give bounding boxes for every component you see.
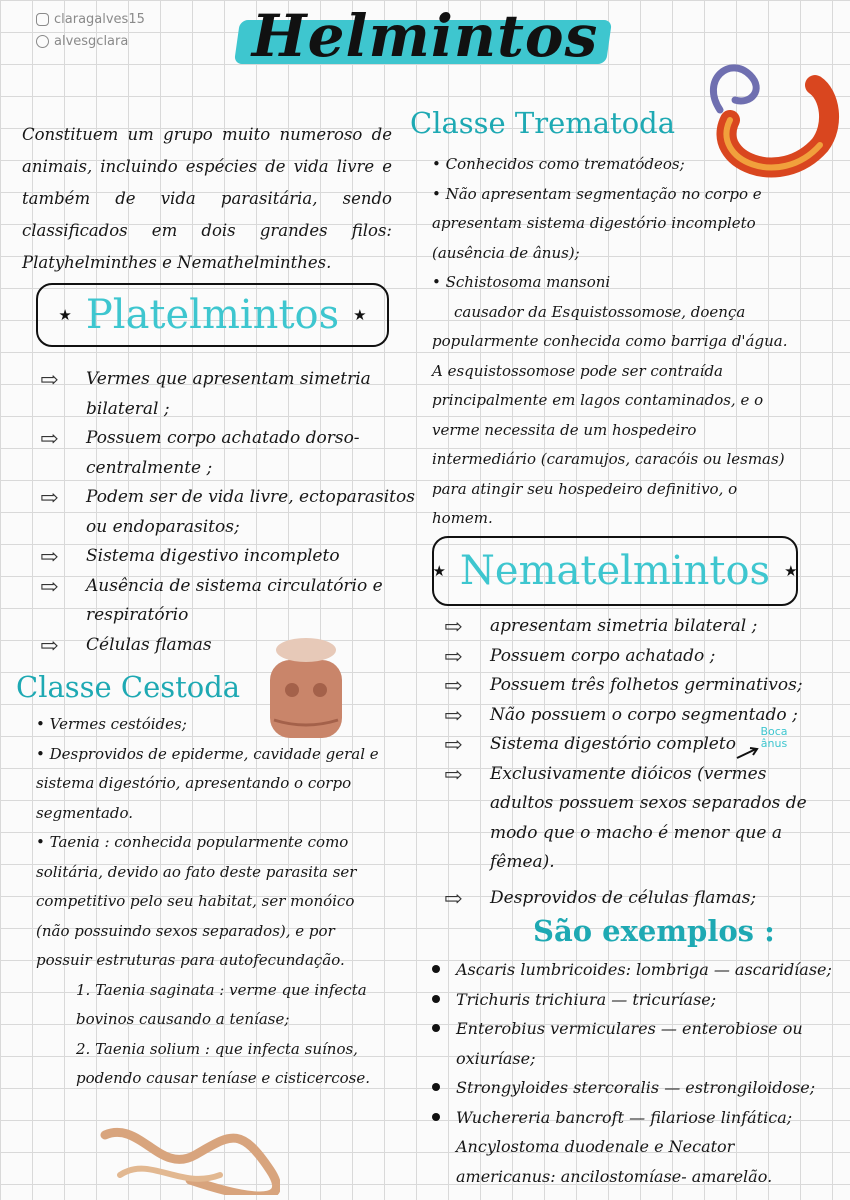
platelmintos-list: [40, 365, 420, 660]
arrow-right-icon: ⇨: [444, 733, 463, 758]
trematoda-item: • Schistosoma mansoni: [432, 273, 611, 291]
list-item: Trichuris trichiura — tricuríase;: [426, 985, 834, 1015]
arrow-right-icon: ⇨: [40, 633, 59, 659]
tapeworm-strand: [105, 1132, 277, 1195]
list-item: ⇨ Exclusivamente dióicos (vermes adultos possuem sexos separados de modo que o macho é menor que a fêmea).: [444, 762, 807, 872]
list-item: ⇨ Ausência de sistema circulatório e respiratório: [40, 574, 383, 625]
arrow-right-icon: ⇨: [40, 427, 59, 452]
arrow-right-icon: ⇨: [444, 644, 463, 670]
list-item: Strongyloides stercoralis — estrongiloidose;: [426, 1073, 834, 1103]
sucker: [285, 683, 299, 697]
arrow-right-icon: ⇨: [444, 703, 463, 729]
nematelmintos-list: [444, 612, 816, 913]
trematoda-item: • Conhecidos como trematódeos;: [432, 155, 685, 173]
tapeworm-strand: [120, 1169, 220, 1179]
list-item: ⇨ Não possuem o corpo segmentado ;: [444, 701, 816, 731]
arrow-right-icon: ⇨: [40, 545, 59, 570]
cestoda-item: • Vermes cestóides;: [36, 715, 187, 733]
arrow-right-icon: ⇨: [40, 574, 59, 600]
worm-body-purple: [713, 68, 756, 110]
list-item: Wuchereria bancroft — filariose linfática; Ancylostoma duodenale e Necator americanus: ancilostomíase- amarelão.: [426, 1103, 834, 1192]
exemplos-heading: São exemplos :: [533, 914, 775, 948]
list-item: ⇨ Sistema digestivo incompleto: [40, 542, 420, 572]
trematoda-paragraph: causador da Esquistossomose, doença popularmente conhecida como barriga d'água. A esquistossomose pode ser contraída principalmente em lagos contaminados, e o verme necessita de um hospedeiro intermediário (caramujos, caracóis ou lesmas) para atingir seu hospedeiro definitivo, o homem.: [432, 302, 788, 527]
star-icon: ★: [353, 306, 367, 324]
page-title: Helmintos: [251, 2, 599, 70]
cestoda-item: • Desprovidos de epiderme, cavidade geral e sistema digestório, apresentando o corpo segmentado.: [36, 744, 379, 822]
annotation-anus: ânus: [760, 737, 788, 750]
instagram-handle: claragalves15: [54, 12, 145, 27]
nematelmintos-title: Nematelmintos: [459, 548, 771, 594]
scolex-hooks: [276, 638, 336, 662]
list-item: ⇨ Podem ser de vida livre, ectoparasitos ou endoparasitos;: [40, 486, 415, 537]
cestoda-item: • Taenia : conhecida popularmente como solitária, devido ao fato deste parasita ser competitivo pelo seu habitat, ser monóico (não possuindo sexos separados), e por possuir estruturas para autofecundação.: [36, 833, 357, 969]
list-item: Enterobius vermiculares — enterobiose ou oxiuríase;: [426, 1014, 834, 1073]
star-icon: ★: [784, 562, 798, 580]
list-item: ⇨ Desprovidos de células flamas;: [444, 884, 816, 914]
pinterest-handle: alvesgclara: [54, 34, 129, 49]
platelmintos-title: Platelmintos: [85, 292, 340, 338]
trematoda-heading: Classe Trematoda: [410, 106, 676, 140]
cestoda-sub-item: 1. Taenia saginata : verme que infecta bovinos causando a teníase;: [76, 980, 367, 1028]
list-item: ⇨ Possuem três folhetos germinativos;: [444, 671, 816, 701]
star-icon: ★: [58, 306, 72, 324]
intro-paragraph: Constituem um grupo muito numeroso de animais, incluindo espécies de vida livre e também de vida parasitária, sendo classificados em dois grandes filos: Platyhelminthes e Nemathelminthes.: [22, 125, 392, 272]
list-item: Ascaris lumbricoides: lombriga — ascaridíase;: [426, 955, 834, 985]
list-item: ⇨ Possuem corpo achatado dorso-centralmente ;: [40, 427, 360, 478]
list-item: ⇨ apresentam simetria bilateral ;: [444, 612, 816, 642]
arrow-right-icon: ⇨: [444, 762, 463, 788]
nematelmintos-badge: [432, 536, 798, 606]
list-item: ⇨ Células flamas: [40, 631, 420, 661]
list-item: ⇨ Sistema digestório completo: [444, 730, 816, 760]
trematoda-content: [432, 150, 792, 534]
list-item: ⇨ Possuem corpo achatado ;: [444, 642, 816, 672]
cestoda-sub-item: 2. Taenia solium : que infecta suínos, podendo causar teníase e cisticercose.: [76, 1039, 370, 1087]
arrow-right-icon: ⇨: [40, 368, 59, 393]
sucker: [313, 683, 327, 697]
cestoda-content: [36, 710, 386, 1094]
arrow-right-icon: ⇨: [40, 486, 59, 511]
arrow-right-icon: ⇨: [444, 615, 463, 640]
list-item: ⇨ Vermes que apresentam simetria bilateral ;: [40, 368, 371, 419]
digestive-annotation: [754, 726, 794, 750]
cestoda-heading: Classe Cestoda: [16, 670, 241, 704]
exemplos-list: [426, 955, 834, 1191]
trematoda-item: • Não apresentam segmentação no corpo e apresentam sistema digestório incompleto (ausência de ânus);: [432, 184, 762, 262]
annotation-boca: Boca: [760, 725, 788, 738]
arrow-right-icon: ⇨: [444, 674, 463, 699]
platelmintos-badge: [36, 283, 389, 347]
star-icon: ★: [432, 562, 446, 580]
arrow-right-icon: ⇨: [444, 886, 463, 912]
tapeworm-body-image: [100, 1115, 280, 1195]
